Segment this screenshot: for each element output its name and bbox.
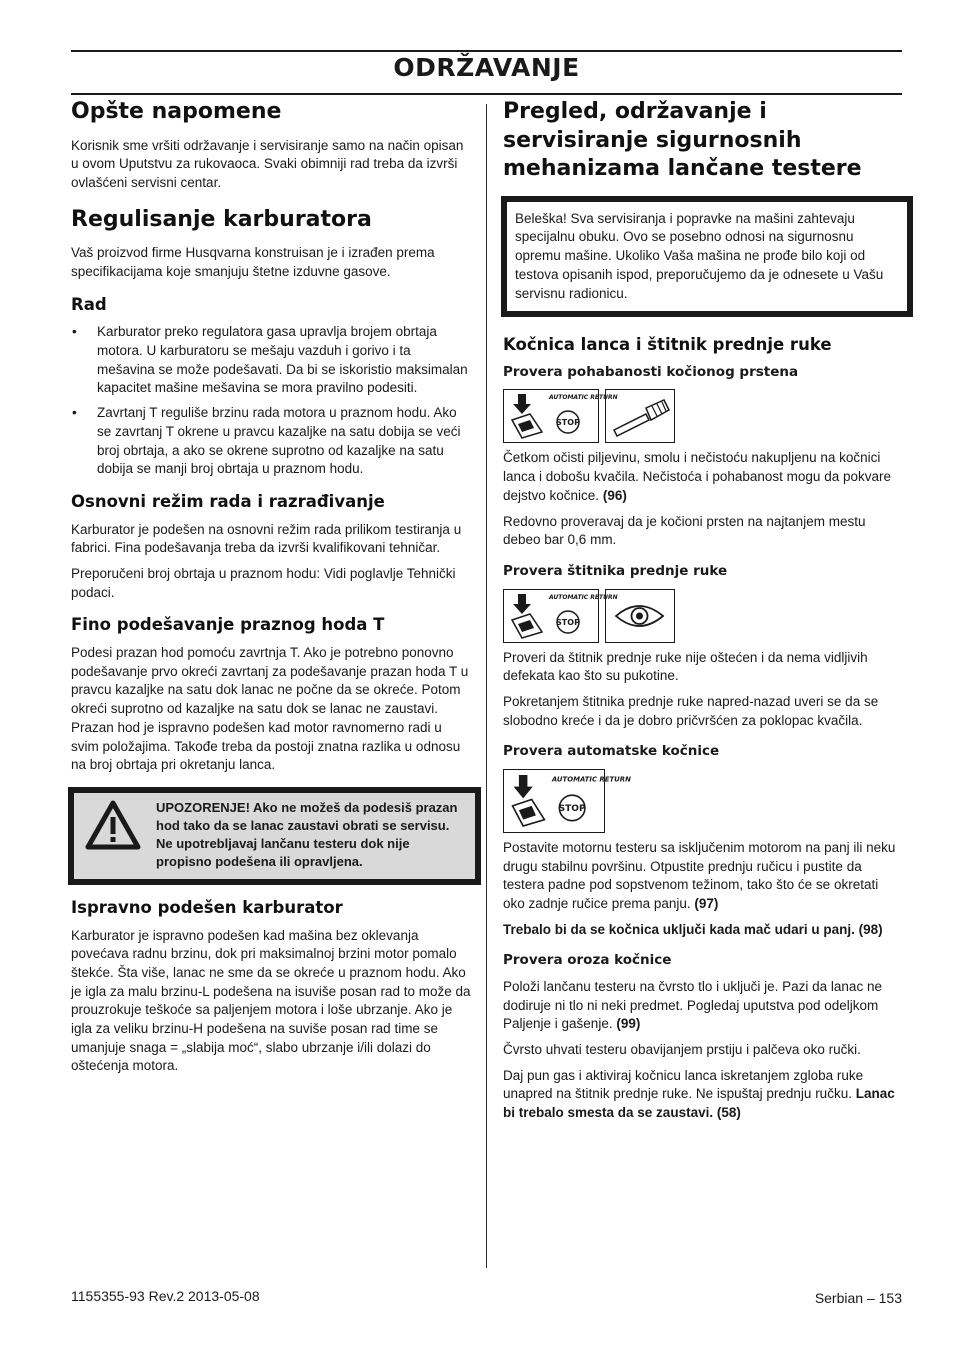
trigger-text-2: Čvrsto uhvati testeru obavijanjem prstiju i palčeva oko ručki. <box>503 1042 861 1058</box>
right-column <box>503 98 903 1130</box>
wear-icons <box>503 389 903 443</box>
general-title: Opšte napomene <box>71 99 282 124</box>
stop-label: STOP <box>558 804 586 815</box>
left-column <box>71 98 471 1083</box>
guard-text-1: Proveri da štitnik prednje ruke nije oštećen i da nema vidljivih defekata kao što su pukotine. <box>503 649 868 684</box>
brake-title: Kočnica lanca i štitnik prednje ruke <box>503 335 832 355</box>
warning-triangle-icon <box>84 799 142 851</box>
guard-text-2: Pokretanjem štitnika prednje ruke napred-nazad uveri se da se slobodno kreće i da je dobro pričvršćen za poklopac kvačila. <box>503 693 879 728</box>
note-box <box>501 196 913 318</box>
auto-heading: Provera automatske kočnice <box>503 743 720 760</box>
fine-title: Fino podešavanje praznog hoda T <box>71 615 385 635</box>
automatic-return-label: AUTOMATIC RETURN <box>551 775 631 784</box>
chain-brake-icon <box>503 769 631 833</box>
general-text: Korisnik sme vršiti održavanje i servisiranje samo na način opisan u ovom Uputstvu za rukovaoca. Svaki obimniji rad treba da izvrši ovlašćeni servisni centar. <box>71 137 464 190</box>
wear-heading: Provera pohabanosti kočionog prstena <box>503 363 799 380</box>
note-text: Beleška! Sva servisiranja i popravke na mašini zahtevaju specijalnu obuku. Ovo se posebno odnosi na sigurnosnu opremu mašine. Ukoliko Vaša mašina ne prođe bilo koji od testova opisanih ispod, preporučujemo da je odnesete u Vašu servisnu radionicu. <box>515 210 884 301</box>
basic-text-2: Preporučeni broj obrtaja u praznom hodu: Vidi poglavlje Tehnički podaci. <box>71 565 456 600</box>
rad-list <box>71 323 471 479</box>
basic-text-1: Karburator je podešen na osnovni režim rada prilikom testiranja u fabrici. Fina podešavanja treba da izvrši kvalifikovani tehničar. <box>71 521 462 556</box>
wear-text-1: Četkom očisti piljevinu, smolu i nečistoću nakupljenu na kočnici lanca i dobošu kvačila. Nečistoća i pohabanost mogu da pokvare dejstvo kočnice. (96) <box>503 450 891 503</box>
trigger-heading: Provera oroza kočnice <box>503 952 672 969</box>
auto-text-1: Postavite motornu testeru sa isključenim motorom na panj ili neku drugu stabilnu površinu. Otpustite prednju ručicu i pustite da testera padne pod sopstvenom težinom, tako što će se okretati oko zadnje ručice prema panju. (97) <box>503 839 896 911</box>
chain-brake-icon <box>503 589 618 643</box>
section-title: ODRŽAVANJE <box>393 53 580 82</box>
doc-id: 1155355-93 Rev.2 2013-05-08 <box>71 1288 260 1304</box>
header-rule-top <box>71 50 902 52</box>
warning-box <box>68 787 481 885</box>
column-divider <box>486 104 487 1268</box>
list-item: • Zavrtanj T reguliše brzinu rada motora u praznom hodu. Ako se zavrtanj T okrene u pravcu kazaljke na satu dobija se veći broj obrtaja, a ako se okrene suprotno od kazaljke na satu dobija se manji broj obrtaja u praznom hodu. <box>71 404 471 479</box>
automatic-return-label: AUTOMATIC RETURN <box>549 394 618 402</box>
stop-label: STOP <box>556 418 580 428</box>
guard-icons <box>503 589 903 643</box>
header-rule-bottom <box>71 93 902 95</box>
trigger-text-3: Daj pun gas i aktiviraj kočnicu lanca iskretanjem zgloba ruke unapred na štitnik prednje ruke. Ne ispuštaj prednju ručku. Lanac bi trebalo smesta da se zaustavi. (58) <box>503 1067 895 1121</box>
automatic-return-label: AUTOMATIC RETURN <box>549 593 618 601</box>
page-number: Serbian – 153 <box>814 1290 902 1306</box>
list-item: • Karburator preko regulatora gasa upravlja brojem obrtaja motora. U karburatoru se mešaju vazduh i gorivo i ta mešavina se može podešavati. Da bi se iskoristio maksimalan kapacitet mašine mešavina se mora pravilno podesiti. <box>71 323 471 398</box>
carb-title: Regulisanje karburatora <box>71 206 372 232</box>
correct-title: Ispravno podešen karburator <box>71 897 343 917</box>
auto-text-2: Trebalo bi da se kočnica uključi kada mač udari u panj. (98) <box>503 921 883 937</box>
warning-text: UPOZORENJE! Ako ne možeš da podesiš prazan hod tako da se lanac zaustavi obrati se servisu. Ne upotrebljavaj lančanu testeru dok nije propisno podešena ili opravljena. <box>156 799 458 869</box>
trigger-text-1: Položi lančanu testeru na čvrsto tlo i uključi je. Pazi da lanac ne dodiruje ni tlo ni neki predmet. Pogledaj uputstva pod odeljkom Paljenje i gašenje. (99) <box>503 978 882 1032</box>
correct-text: Karburator je ispravno podešen kad mašina bez oklevanja povećava radnu brzinu, dok pri maksimalnoj brzini motor pomalo štekće. Šta više, lanac ne sme da se okreće u praznom hodu. Ako je igla za malu brzinu-L podešena na isuviše posan rad to može da prouzrokuje teškoće sa paljenjem motora i loše ubrzanje. Ako je igla za veliku brzinu-H podešena na suviše posan rad time se umanjuje snaga = „slabija moć“, slabo ubrzanje i/ili dolazi do oštećenja motora. <box>71 927 471 1074</box>
fine-text: Podesi prazan hod pomoću zavrtnja T. Ako je potrebno ponovno podešavanje prvo okreći zavrtanj za podešavanje prazan hoda T u pravcu kazaljke na satu dok lanac ne počne da se okreće. Potom okreći suprotno od kazaljke na satu dok se lanac ne zaustavi. Prazan hod je ispravno podešen kad motor ravnomerno radi u svim položajima. Takođe treba da postoji znatna razlika u odnosu na broj obrtaja pri okretanju lanca. <box>71 645 469 773</box>
carb-text: Vaš proizvod firme Husqvarna konstruisan je i izrađen prema specifikacijama koje smanjuju štetne izduvne gasove. <box>71 245 435 279</box>
wear-text-2: Redovno proveravaj da je kočioni prsten na najtanjem mestu debeo bar 0,6 mm. <box>503 513 866 548</box>
stop-label: STOP <box>556 617 580 627</box>
guard-heading: Provera štitnika prednje ruke <box>503 562 728 579</box>
chain-brake-icon <box>503 389 618 443</box>
rad-title: Rad <box>71 294 107 314</box>
basic-title: Osnovni režim rada i razrađivanje <box>71 491 385 511</box>
safety-title: Pregled, održavanje i servisiranje sigurnosnih mehanizama lančane testere <box>503 99 862 182</box>
auto-icons <box>503 769 903 833</box>
